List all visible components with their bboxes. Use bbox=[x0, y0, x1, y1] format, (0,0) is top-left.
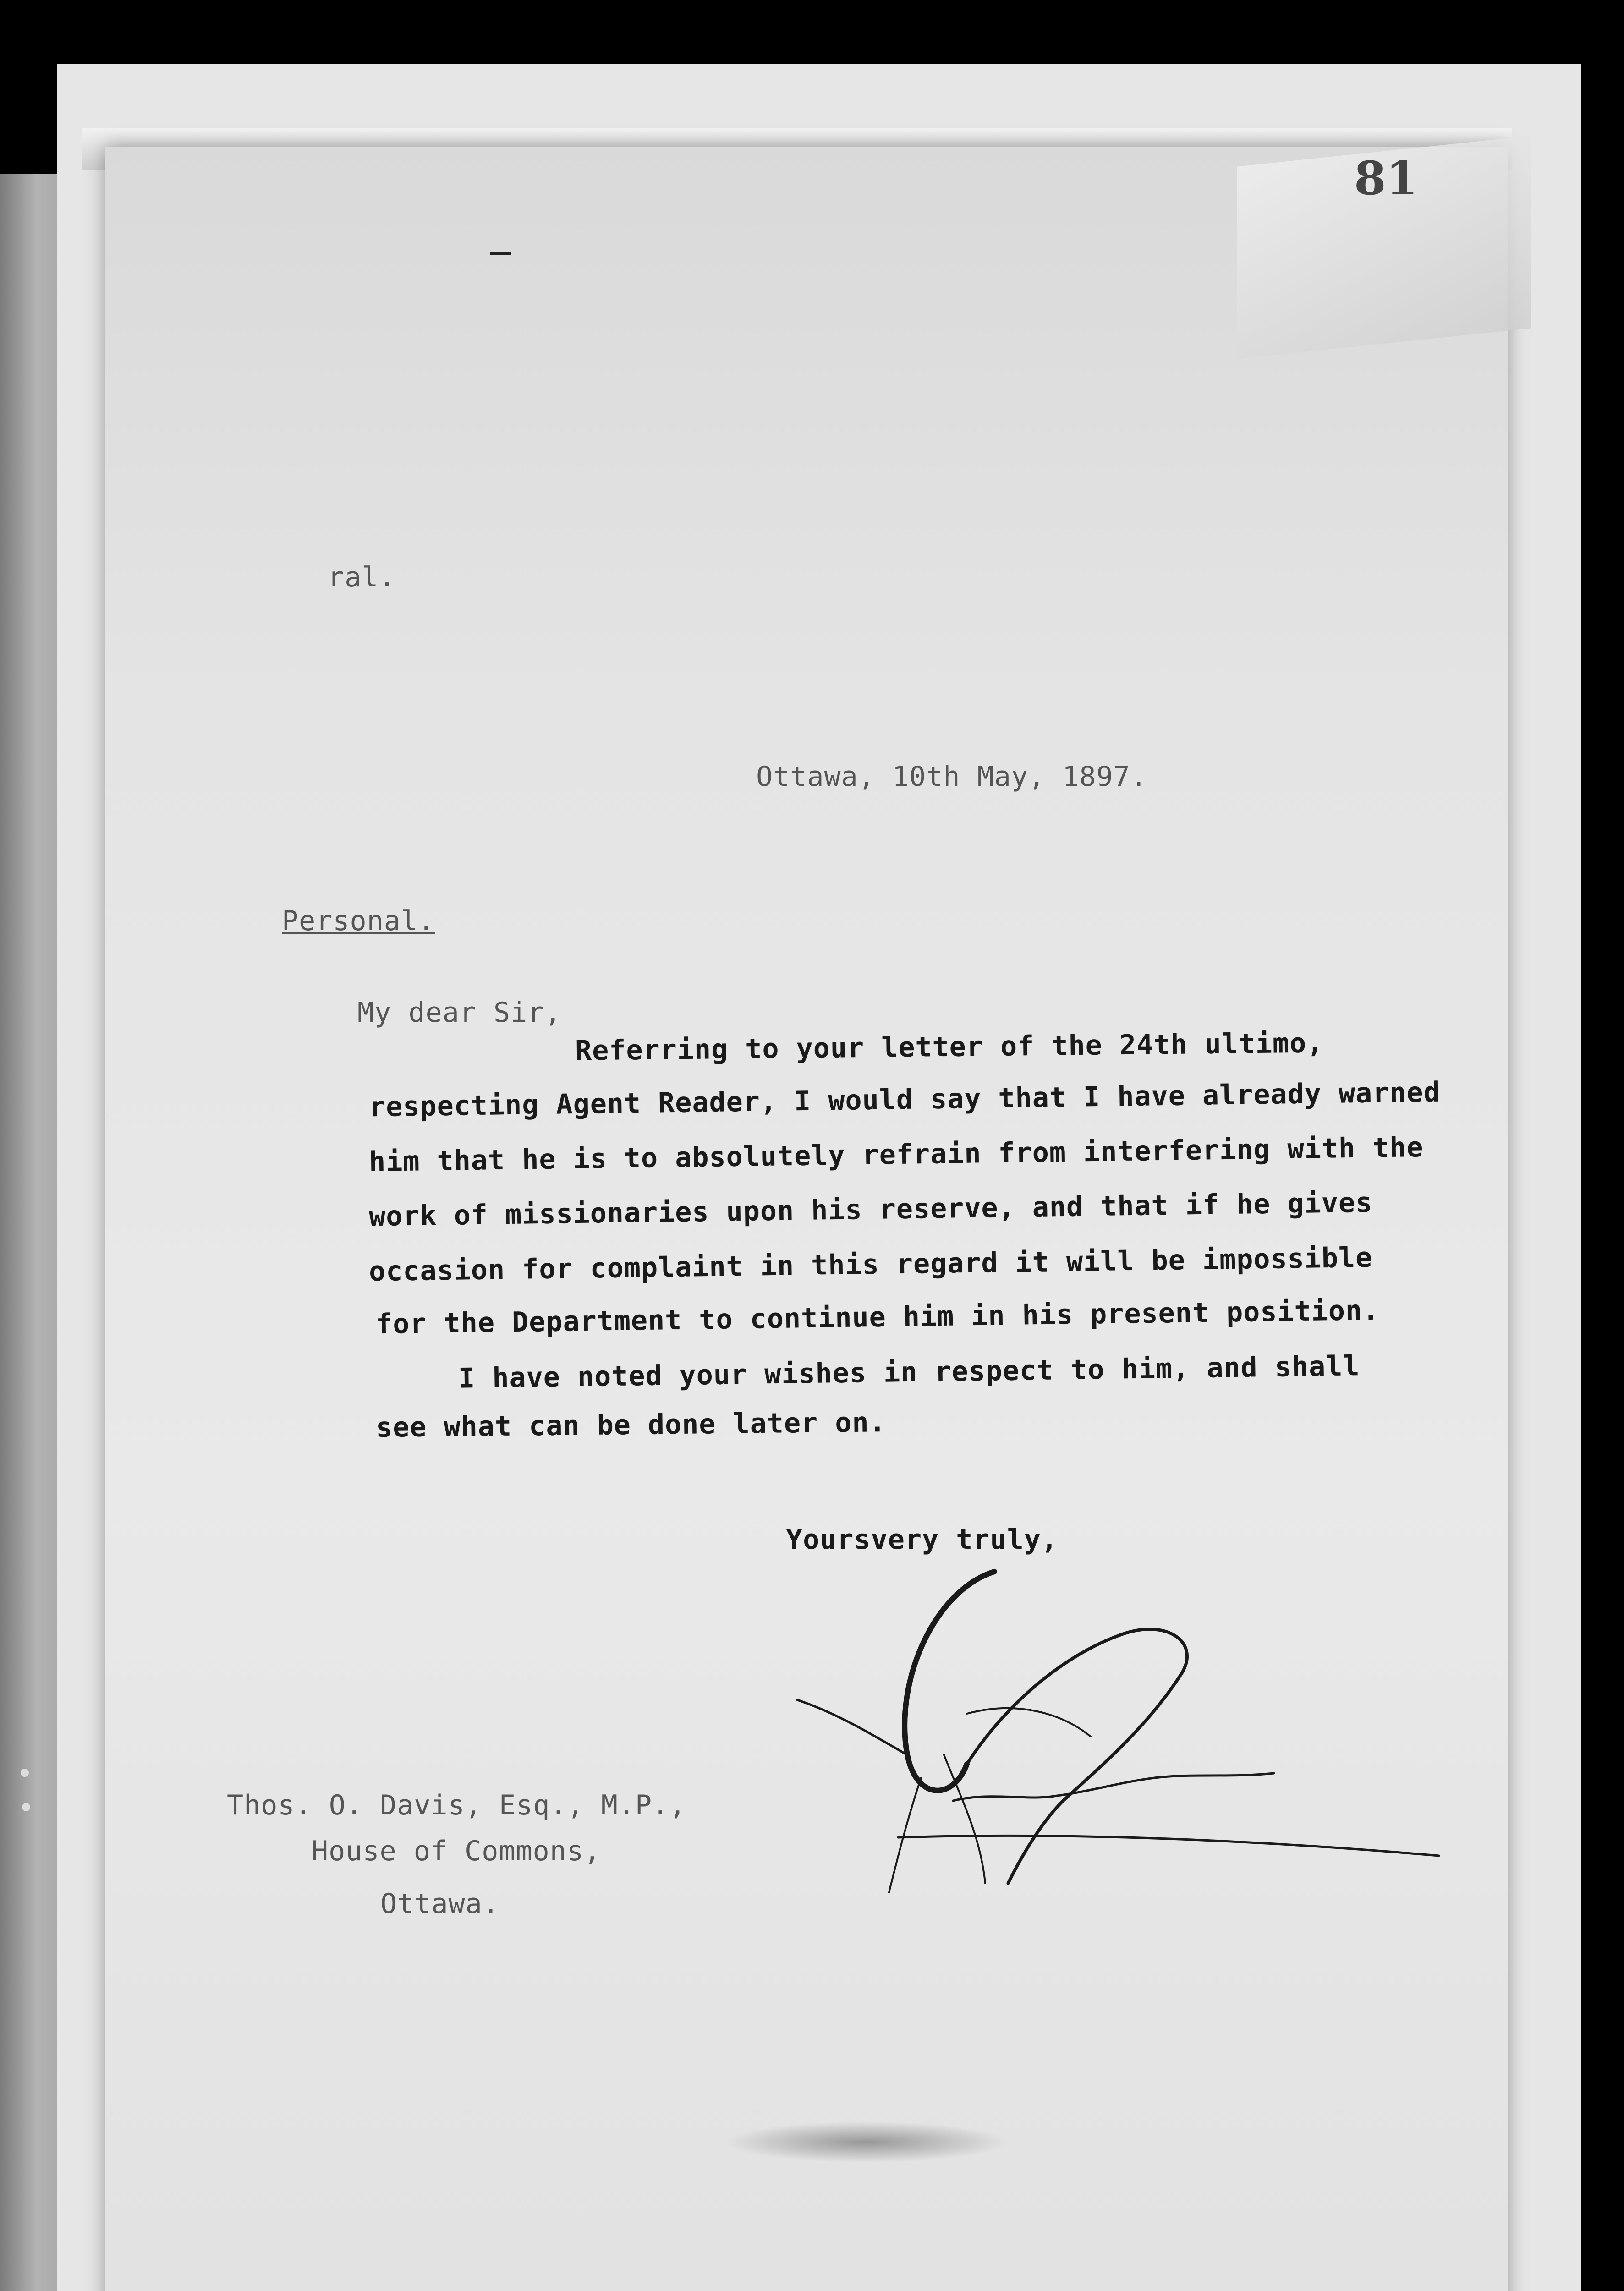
personal-heading: Personal. bbox=[282, 905, 435, 937]
dateline: Ottawa, 10th May, 1897. bbox=[756, 761, 1147, 793]
salutation: My dear Sir, bbox=[357, 997, 562, 1029]
addressee-name: Thos. O. Davis, Esq., M.P., bbox=[227, 1789, 686, 1821]
body-line: I have noted your wishes in respect to him, and shall bbox=[458, 1350, 1360, 1395]
pencil-mark bbox=[490, 252, 511, 255]
ink-smudge bbox=[724, 2121, 1008, 2163]
film-speck bbox=[22, 1803, 30, 1811]
closing: Yoursvery truly, bbox=[786, 1524, 1058, 1556]
film-speck bbox=[21, 1769, 29, 1777]
body-line: see what can be done later on. bbox=[375, 1406, 887, 1444]
body-line: Referring to your letter of the 24th ultimo, bbox=[575, 1027, 1324, 1067]
addressee-house: House of Commons, bbox=[312, 1835, 601, 1867]
addressee-city: Ottawa. bbox=[380, 1888, 499, 1920]
handwritten-signature bbox=[770, 1562, 1457, 1911]
reference-initials: ral. bbox=[328, 561, 396, 593]
body-line: him that he is to absolutely refrain from interfering with the bbox=[368, 1131, 1424, 1178]
body-line: occasion for complaint in this regard it will be impossible bbox=[368, 1241, 1373, 1288]
body-line: for the Department to continue him in his present position. bbox=[375, 1294, 1380, 1341]
body-line: respecting Agent Reader, I would say that I have already warned bbox=[368, 1076, 1441, 1124]
body-line: work of missionaries upon his reserve, and that if he gives bbox=[368, 1186, 1373, 1233]
page-number: 81 bbox=[1354, 151, 1418, 205]
